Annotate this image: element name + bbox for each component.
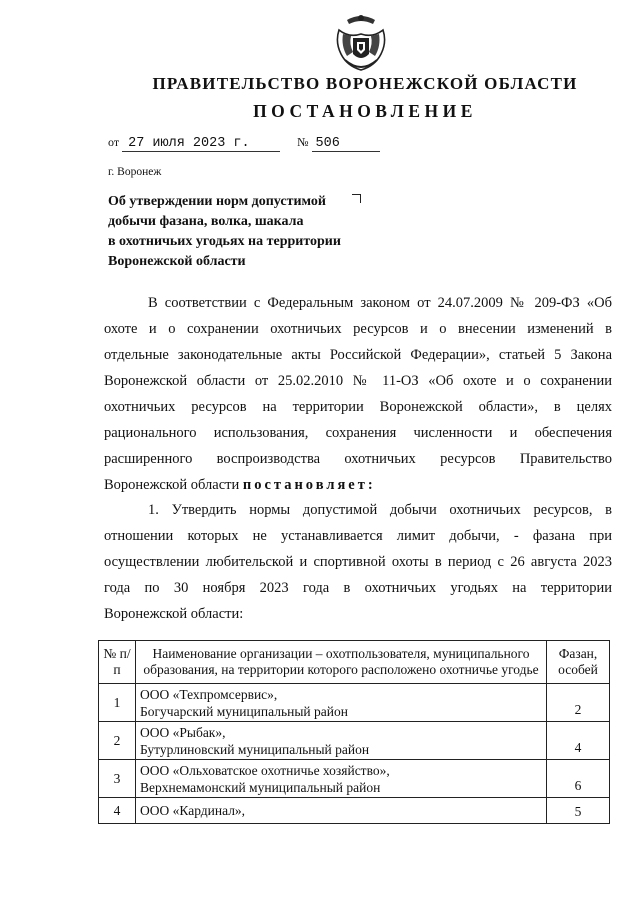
row-org [136,798,547,824]
paragraph-line: года по 30 ноября 2023 года в охотничьих угодьях на территории [104,580,612,596]
header-count: Фазан, особей [547,641,610,684]
date-number-line [108,135,380,152]
row-count: 6 [547,760,610,798]
hunting-quota-table [98,640,610,824]
paragraph-line: В соответствии с Федеральным законом от 24.07.2009 № 209-ФЗ «Об [148,295,612,311]
paragraph-line: отношении которых не устанавливается лимит добычи, - фазана при [104,528,612,544]
clause-1-paragraph [104,497,612,627]
subject-line: в охотничьих угодьях на территории [108,234,341,249]
org-district: Бутурлиновский муниципальный район [140,741,370,757]
row-org [136,722,547,760]
paragraph-line: расширенного воспроизводства охотничьих ресурсов Правительство [104,451,612,467]
paragraph-line: осуществлении любительской и спортивной охоты в период с 26 августа 2023 [104,554,612,570]
subject-line: Об утверждении норм допустимой [108,194,326,209]
subject-line: Воронежской области [108,254,246,269]
paragraph-line: 1. Утвердить нормы допустимой добычи охотничьих ресурсов, в [148,502,612,518]
org-name: ООО «Техпромсервис», [140,686,278,702]
row-count: 4 [547,722,610,760]
coat-of-arms-emblem [333,12,389,74]
paragraph-line: отдельные законодательные акты Российской Федерации», статьей 5 Закона [104,347,612,363]
paragraph-line: рационального использования, сохранения численности и обеспечения [104,425,612,441]
row-org [136,760,547,798]
document-type-title: ПОСТАНОВЛЕНИЕ [253,101,477,121]
city: г. Воронеж [108,166,162,178]
table-row [99,722,610,760]
paragraph-line: Воронежской области от 25.02.2010 № 11-ОЗ «Об охоте и о сохранении [104,373,612,389]
row-num: 2 [99,722,136,760]
table-header-row [99,641,610,684]
header-num: № п/п [99,641,136,684]
org-district: Богучарский муниципальный район [140,703,348,719]
subject-line: добычи фазана, волка, шакала [108,214,304,229]
table-row [99,798,610,824]
resolution-word: постановляет: [242,477,376,493]
row-num: 3 [99,760,136,798]
header-org: Наименование организации – охотпользователя, муниципального образования, на территории которого расположено охотничье угодье [136,641,547,684]
document-subject [108,192,428,272]
preamble-paragraph [104,290,612,498]
row-num: 1 [99,684,136,722]
org-name: ООО «Ольховатское охотничье хозяйство», [140,762,390,778]
table-row [99,760,610,798]
row-count: 5 [547,798,610,824]
corner-bracket-mark [352,194,361,203]
paragraph-line: Воронежской области: [104,606,244,622]
org-name: ООО «Кардинал», [140,803,246,818]
government-title: ПРАВИТЕЛЬСТВО ВОРОНЕЖСКОЙ ОБЛАСТИ [152,74,578,93]
paragraph-text: Воронежской области [104,477,240,493]
paragraph-line: охоте и о сохранении охотничьих ресурсов и о внесении изменений в [104,321,612,337]
document-date: 27 июля 2023 г. [122,136,280,152]
date-prefix: от [108,135,120,149]
org-district: Верхнемамонский муниципальный район [140,779,381,795]
row-count: 2 [547,684,610,722]
paragraph-line: охотничьих ресурсов на территории Воронежской области», в целях [104,399,612,415]
paragraph-line [104,472,612,498]
table-row [99,684,610,722]
org-name: ООО «Рыбак», [140,724,226,740]
row-org [136,684,547,722]
number-prefix: № [297,135,309,149]
document-number: 506 [312,136,380,152]
row-num: 4 [99,798,136,824]
